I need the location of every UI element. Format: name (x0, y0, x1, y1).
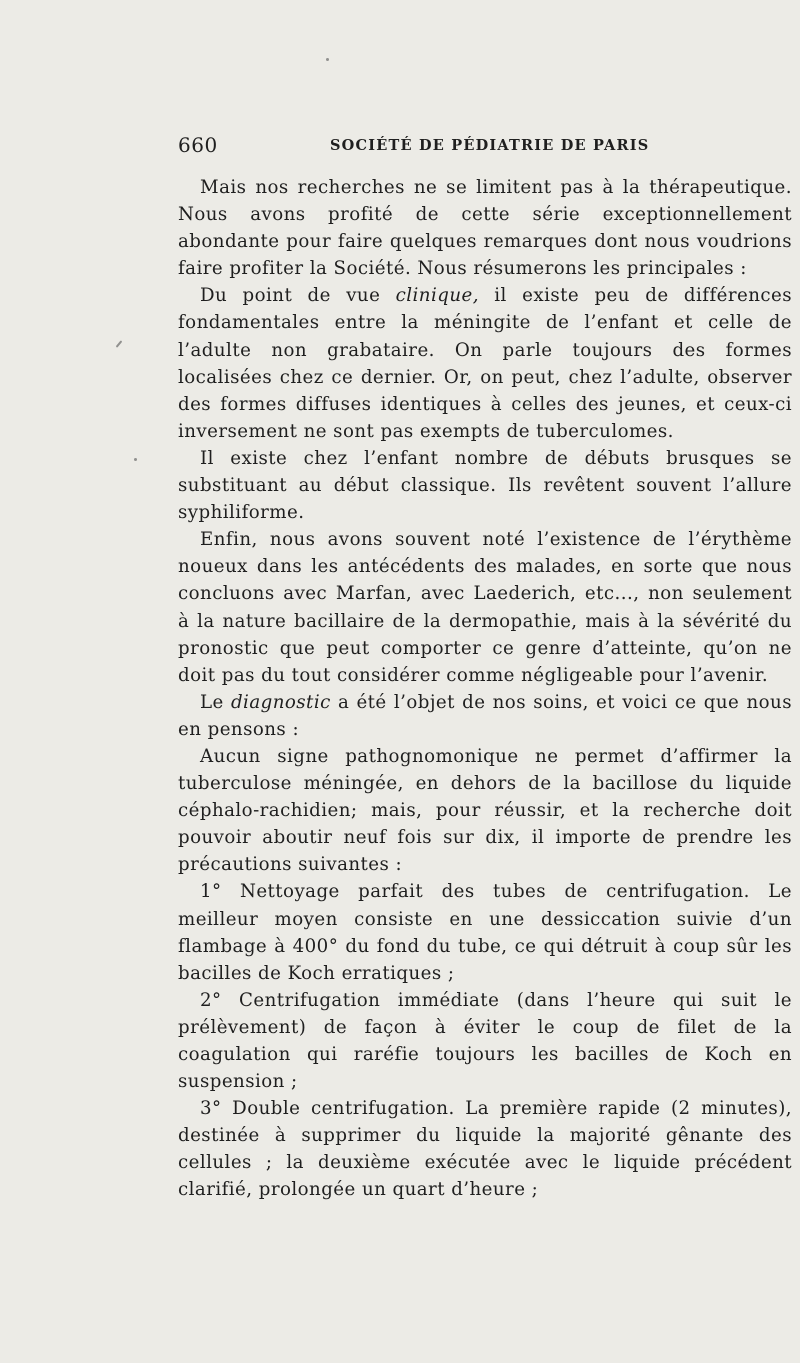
journal-title: SOCIÉTÉ DE PÉDIATRIE DE PARIS (330, 137, 650, 154)
paragraph-text: Le (200, 691, 231, 713)
paragraph-text: Enfin, nous avons souvent noté l’existence de l’érythème noueux dans les antécédents des malades, en sorte que nous concluons avec Marfan, avec Laederich, etc..., non seulement à la nature bacillaire de la dermopathie, mais à la sévérité du pronostic que peut comporter ce genre d’atteinte, qu’on ne doit pas du tout considérer comme négligeable pour l’avenir. (178, 529, 792, 686)
paragraph-text: Il existe chez l’enfant nombre de débuts brusques se substituant au début classique. Ils revêtent souvent l’allure syphiliforme. (178, 447, 792, 524)
paragraph-diagnosis (178, 689, 792, 743)
paragraph-onset (178, 445, 792, 526)
paragraph-text: 3° Double centrifugation. La première rapide (2 minutes), destinée à supprimer du liquide la majorité gênante des cellules ; la deuxième exécutée avec le liquide précédent clarifié, prolongée un quart d’heure ; (178, 1098, 792, 1201)
paragraph-text: Aucun signe pathognomonique ne permet d’affirmer la tuberculose méningée, en dehors de la bacillose du liquide céphalo-rachidien; mais, pour réussir, et la recherche doit pouvoir aboutir neuf fois sur dix, il importe de prendre les précautions suivantes : (178, 745, 792, 876)
running-head (178, 133, 798, 159)
paragraph-text: 2° Centrifugation immédiate (dans l’heure qui suit le prélèvement) de façon à éviter le coup de filet de la coagulation qui raréfie toujours les bacilles de Koch en suspension ; (178, 989, 792, 1093)
paragraph-erythema (178, 526, 792, 689)
paragraph-text: il existe peu de différences fondamentales entre la méningite de l’enfant et celle de l’adulte non grabataire. On parle toujours des formes localisées chez ce dernier. Or, on peut, chez l’adulte, observer des formes diffuses identiques à celles des jeunes, et ceux-ci inversement ne sont pas exempts de tuberculomes. (178, 285, 792, 442)
print-speck (116, 340, 123, 347)
paragraph-sign (178, 743, 792, 878)
list-item-1 (178, 878, 792, 986)
paragraph-text: Mais nos recherches ne se limitent pas à la thérapeutique. Nous avons profité de cette série exceptionnellement abondante pour faire quelques remarques dont nous voudrions faire profiter la Société. Nous résumerons les principales : (178, 177, 792, 280)
page-number: 660 (178, 133, 218, 157)
paragraph-text: 1° Nettoyage parfait des tubes de centrifugation. Le meilleur moyen consiste en une dessiccation suivie d’un flambage à 400° du fond du tube, ce qui détruit à coup sûr les bacilles de Koch erratiques ; (178, 881, 792, 984)
print-speck (326, 58, 329, 61)
italic-term: clinique, (395, 285, 479, 307)
body-text (178, 174, 792, 1204)
print-speck (134, 458, 137, 461)
paragraph-text: a été l’objet de nos soins, et voici ce que nous en pensons : (178, 691, 792, 740)
paragraph-clinical (178, 282, 792, 445)
list-item-2 (178, 987, 792, 1095)
italic-term: diagnostic (230, 691, 331, 713)
paragraph-intro (178, 174, 792, 282)
list-item-3 (178, 1095, 792, 1203)
paragraph-text: Du point de vue (200, 285, 396, 307)
